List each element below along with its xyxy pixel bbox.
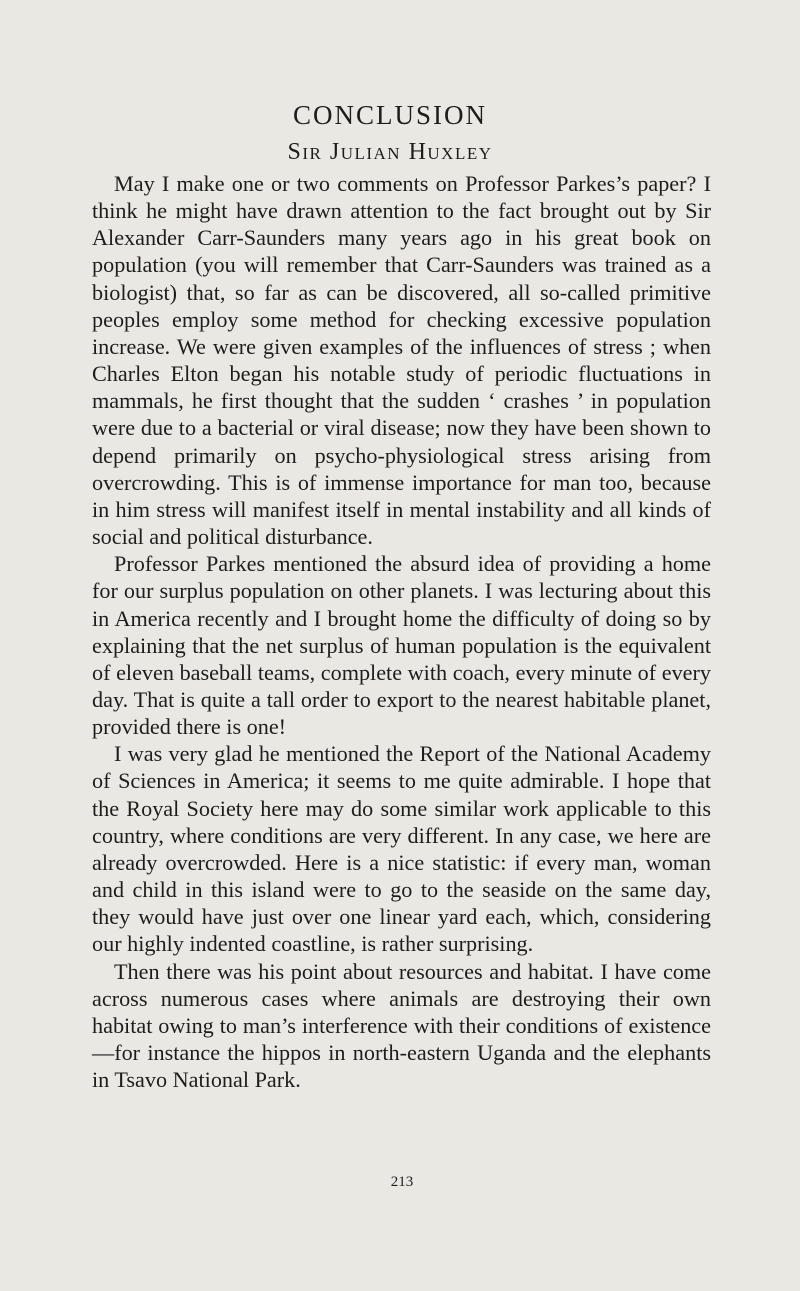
paragraph: May I make one or two comments on Professor Parkes’s paper? I think he might have drawn attention to the fact brought out by Sir Alexander Carr-Saunders many years ago in his great book on population (you will remember that Carr-Saunders was trained as a biologist) that, so far as can be discovered, all so-called primitive peoples employ some method for checking excessive population increase. We were given examples of the influences of stress ; when Charles Elton began his notable study of periodic fluctuations in mammals, he first thought that the sudden ‘ crashes ’ in population were due to a bacterial or viral disease; now they have been shown to depend primarily on psycho-physiological stress arising from overcrowding. This is of immense importance for man too, because in him stress will manifest itself in mental instability and all kinds of social and political disturbance. (92, 171, 711, 550)
body-text (92, 170, 711, 1093)
paragraph: Then there was his point about resources and habitat. I have come across numerous cases where animals are destroying their own habitat owing to man’s interference with their conditions of existence—for instance the hippos in north-eastern Uganda and the elephants in Tsavo National Park. (92, 958, 711, 1093)
paragraph: I was very glad he mentioned the Report of the National Academy of Sciences in America; it seems to me quite admirable. I hope that the Royal Society here may do some similar work applicable to this country, where conditions are very different. In any case, we here are already overcrowded. Here is a nice statistic: if every man, woman and child in this island were to go to the seaside on the same day, they would have just over one linear yard each, which, considering our highly indented coastline, is rather surprising. (92, 741, 711, 957)
author-name: Sir Julian Huxley (287, 139, 493, 165)
paragraph: Professor Parkes mentioned the absurd idea of providing a home for our surplus population on other planets. I was lecturing about this in America recently and I brought home the difficulty of doing so by explaining that the net surplus of human population is the equivalent of eleven baseball teams, complete with coach, every minute of every day. That is quite a tall order to export to the nearest habitable planet, provided there is one! (92, 551, 711, 740)
chapter-title: CONCLUSION (292, 100, 487, 130)
page-number: 213 (390, 1174, 414, 1190)
